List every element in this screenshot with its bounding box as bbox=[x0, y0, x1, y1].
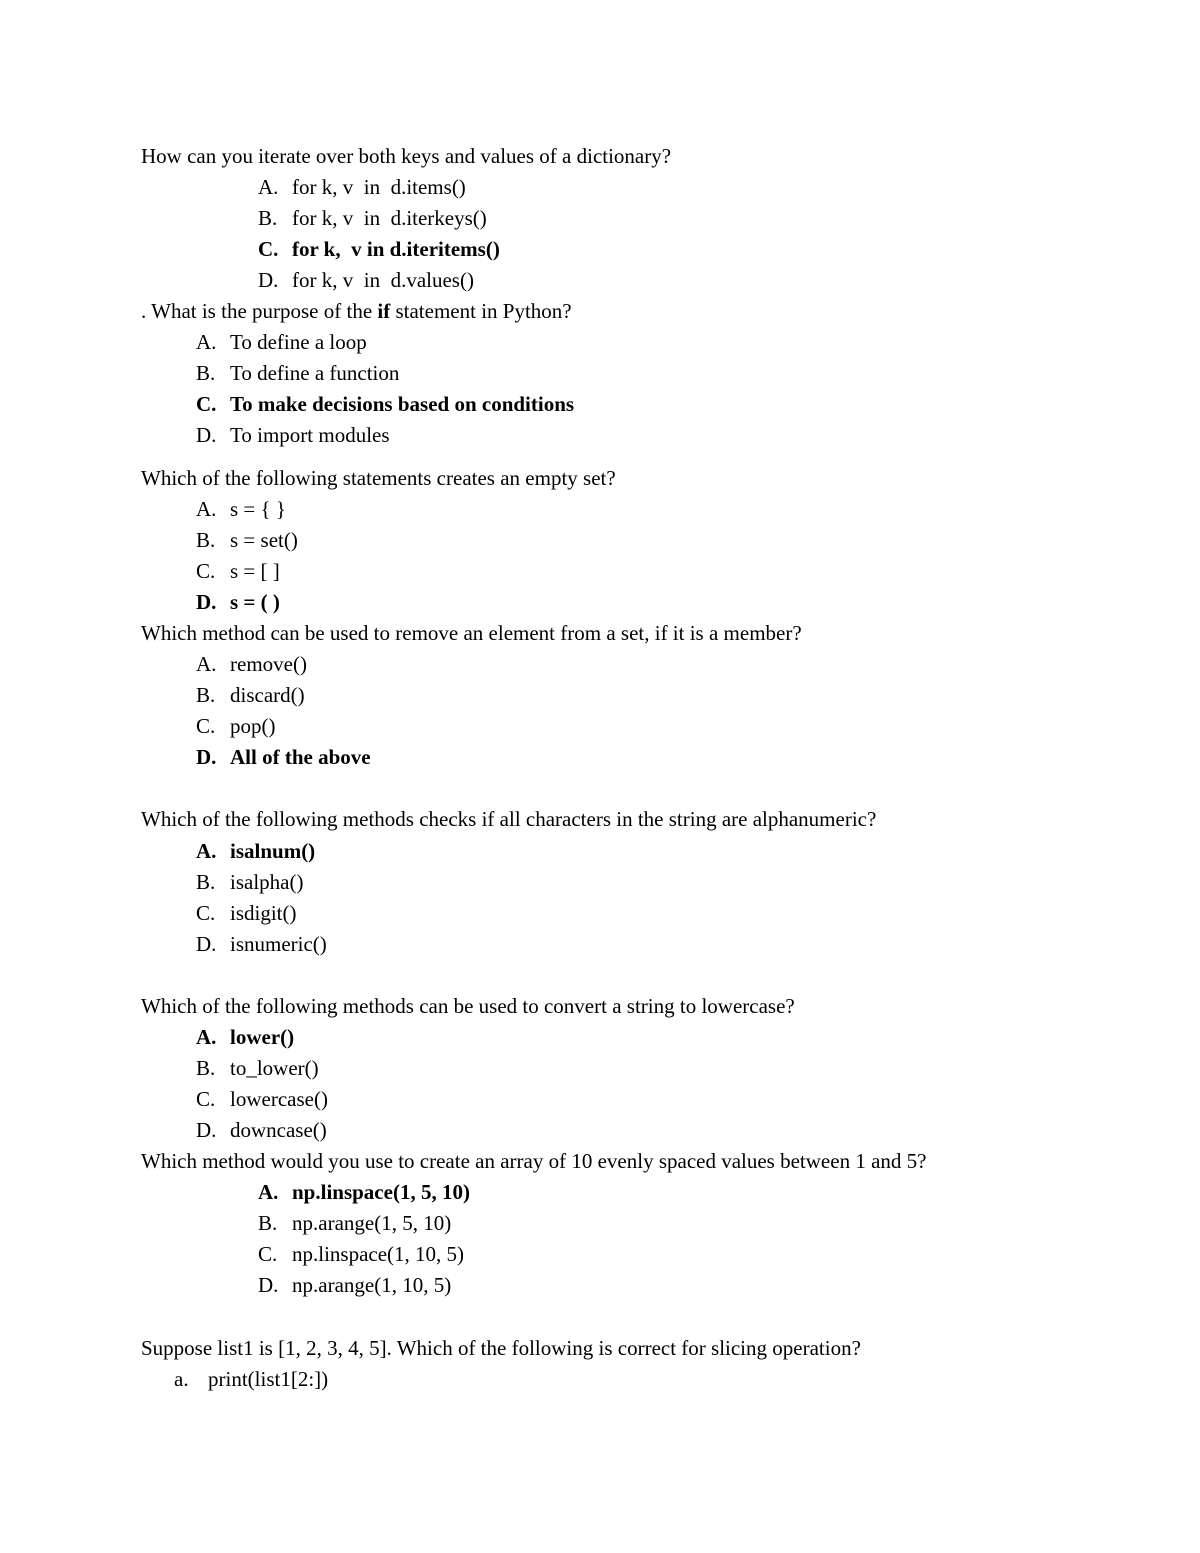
question-text: How can you iterate over both keys and values of a dictionary? bbox=[141, 144, 672, 168]
answer-option: A. To define a loop bbox=[196, 330, 367, 354]
answer-option: B. isalpha() bbox=[196, 870, 304, 894]
answer-option: A. s = { } bbox=[196, 497, 286, 521]
correct-answer-option: D. s = ( ) bbox=[196, 590, 280, 614]
correct-answer-option: C. To make decisions based on conditions bbox=[196, 392, 575, 416]
answer-option: D. downcase() bbox=[196, 1118, 327, 1142]
question-text: Suppose list1 is [1, 2, 3, 4, 5]. Which of the following is correct for slicing operation? bbox=[141, 1336, 861, 1360]
question-text: Which method can be used to remove an element from a set, if it is a member? bbox=[141, 621, 802, 645]
answer-option: D. To import modules bbox=[196, 423, 390, 447]
answer-option: B. to_lower() bbox=[196, 1056, 319, 1080]
answer-option: D. np.arange(1, 10, 5) bbox=[258, 1273, 452, 1297]
question-text: Which method would you use to create an array of 10 evenly spaced values between 1 and 5? bbox=[141, 1149, 927, 1173]
answer-option: B. np.arange(1, 5, 10) bbox=[258, 1211, 452, 1235]
correct-answer-option: A. np.linspace(1, 5, 10) bbox=[258, 1180, 470, 1204]
answer-option: D. for k, v in d.values() bbox=[258, 268, 474, 292]
answer-option: B. discard() bbox=[196, 683, 305, 707]
question-text: Which of the following methods can be used to convert a string to lowercase? bbox=[141, 994, 795, 1018]
answer-option: A. for k, v in d.items() bbox=[258, 175, 466, 199]
correct-answer-option: C. for k, v in d.iteritems() bbox=[258, 237, 500, 261]
answer-option: C. lowercase() bbox=[196, 1087, 328, 1111]
answer-option: C. pop() bbox=[196, 714, 276, 738]
answer-option: A. remove() bbox=[196, 652, 307, 676]
answer-option: C. s = [ ] bbox=[196, 559, 280, 583]
answer-option: D. isnumeric() bbox=[196, 932, 327, 956]
answer-option: C. isdigit() bbox=[196, 901, 297, 925]
answer-option: B. s = set() bbox=[196, 528, 298, 552]
answer-option: B. for k, v in d.iterkeys() bbox=[258, 206, 487, 230]
correct-answer-option: D. All of the above bbox=[196, 745, 371, 769]
answer-option: a. print(list1[2:]) bbox=[174, 1367, 329, 1391]
question-text: Which of the following statements creates an empty set? bbox=[141, 466, 616, 490]
answer-option: C. np.linspace(1, 10, 5) bbox=[258, 1242, 465, 1266]
question-text: Which of the following methods checks if all characters in the string are alphanumeric? bbox=[141, 807, 877, 831]
question-text: . What is the purpose of the if statement in Python? bbox=[141, 299, 572, 323]
keyword: if bbox=[377, 299, 391, 323]
correct-answer-option: A. lower() bbox=[196, 1025, 295, 1049]
correct-answer-option: A. isalnum() bbox=[196, 839, 316, 863]
answer-option: B. To define a function bbox=[196, 361, 400, 385]
